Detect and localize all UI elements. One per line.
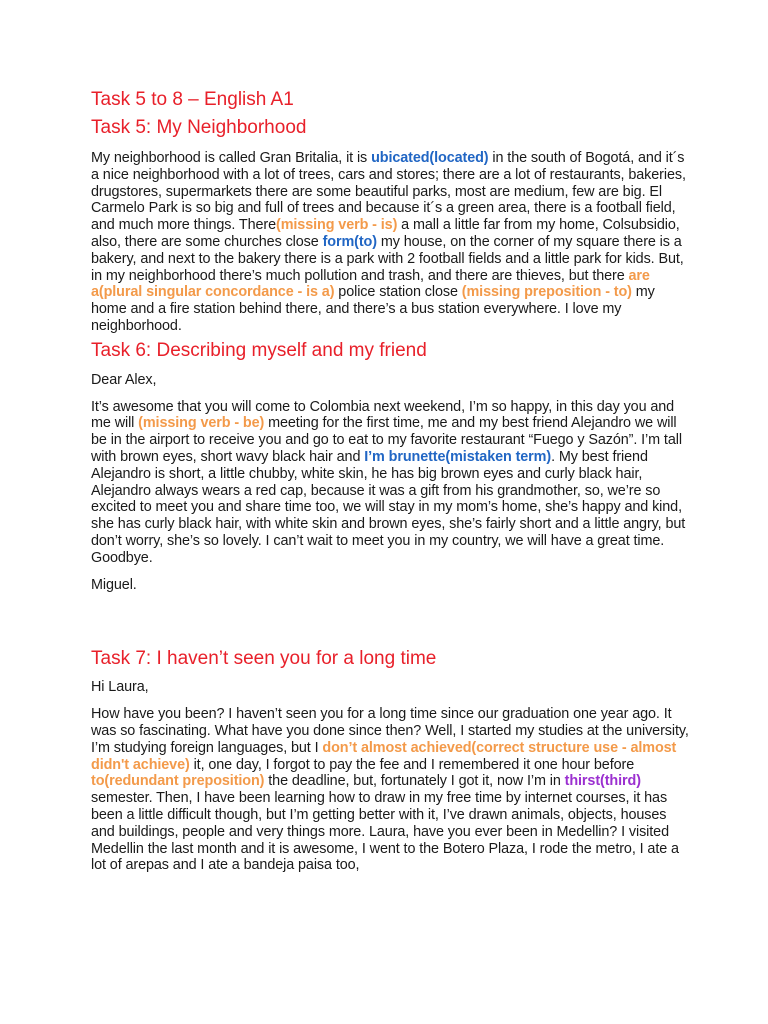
task5-heading: Task 5: My Neighborhood (91, 117, 307, 138)
task7-greeting: Hi Laura, (91, 679, 149, 696)
task7-heading: Task 7: I haven’t seen you for a long time (91, 648, 437, 670)
task6-greeting: Dear Alex, (91, 371, 157, 388)
task6-text: It’s awesome that you will come to Colombia next weekend, I’m so happy, in this day you and me will (91, 398, 675, 432)
task7-paragraph (91, 706, 691, 874)
correction-redundant-preposition: to(redundant preposition) (91, 773, 265, 790)
task7-text: How have you been? I haven’t seen you for a long time since our graduation one year ago. It was so fascinating. What have you done since then? Well, I started my studies at the university, I’m studying foreign languages, but I (91, 706, 689, 756)
task6-text: . My best friend Alejandro is short, a little chubby, white skin, he has big brown eyes and curly black hair, Alejandro always wears a red cap, because it was a gift from his grandmother, so, we’re so excited to meet you and share time too, we will stay in my mom’s home, she’s happy and kind, she has curly black hair, with white skin and brown eyes, she’s fairly short and a little angry, but don’t worry, she’s so lovely. I can’t wait to meet you in my country, we will have a great time. Goodbye. (91, 448, 686, 566)
correction-concordance: are a(plural singular concordance - is a) (91, 267, 650, 301)
task5-text: My neighborhood is called Gran Britalia, it is (91, 150, 372, 166)
correction-missing-preposition: (missing preposition - to) (461, 284, 632, 301)
task7-text: the deadline, but, fortunately I got it, now I’m in (264, 773, 565, 790)
task5-text: my house, on the corner of my square there is a bakery, and next to the bakery there is a park with 2 football fields and a little park for kids. But, in my neighborhood there’s much pollution and trash, and there are thieves, but there (91, 233, 684, 284)
task5-paragraph (91, 150, 691, 335)
document-page (91, 84, 691, 874)
correction-missing-verb-be: (missing verb - be) (138, 415, 265, 432)
document-title: Task 5 to 8 – English A1 (91, 89, 294, 110)
correction-mistaken-term: I’m brunette(mistaken term) (364, 448, 552, 465)
task6-paragraph (91, 399, 691, 567)
correction-located: ubicated(located) (371, 150, 489, 166)
task7-text: it, one day, I forgot to pay the fee and I remembered it one hour before (189, 756, 635, 773)
task5-text: in the south of Bogotá, and it´s a nice neighborhood with a lot of trees, cars and stores; there are a lot of restaurants, bakeries, drugstores, supermarkets there are some beautiful parks, most are medium, few are big. El Carmelo Park is so big and full of trees and because it´s a green area, there is a football field, and much more things. There (91, 150, 686, 234)
task6-signoff: Miguel. (91, 576, 137, 593)
correction-structure-use: don’t almost achieved(correct structure use - almost didn't achieve) (91, 739, 677, 773)
correction-third: thirst(third) (564, 773, 641, 790)
task5-text: police station close (334, 284, 462, 301)
task5-text: a mall a little far from my home, Colsubsidio, also, there are some churches close (91, 217, 680, 250)
task5-text: my home and a fire station behind there, and there’s a bus station everywhere. I love my neighborhood. (91, 284, 655, 334)
task7-text: semester. Then, I have been learning how to draw in my free time by internet courses, it has been a little difficult though, but I’m getting better with it, I’ve drawn animals, objects, houses and buildings, people and very things more. Laura, have you ever been in Medellin? I visited Medellin the last month and it is awesome, I went to the Botero Plaza, I rode the metro, I ate a lot of arepas and I ate a bandeja paisa too, (91, 790, 679, 874)
task6-heading: Task 6: Describing myself and my friend (91, 339, 427, 361)
correction-missing-verb-is: (missing verb - is) (276, 217, 398, 234)
task6-text: meeting for the first time, me and my best friend Alejandro we will be in the airport to receive you and go to eat to my favorite restaurant “Fuego y Sazón”. I’m tall with brown eyes, short wavy black hair and (91, 415, 682, 465)
correction-to: form(to) (322, 233, 377, 250)
